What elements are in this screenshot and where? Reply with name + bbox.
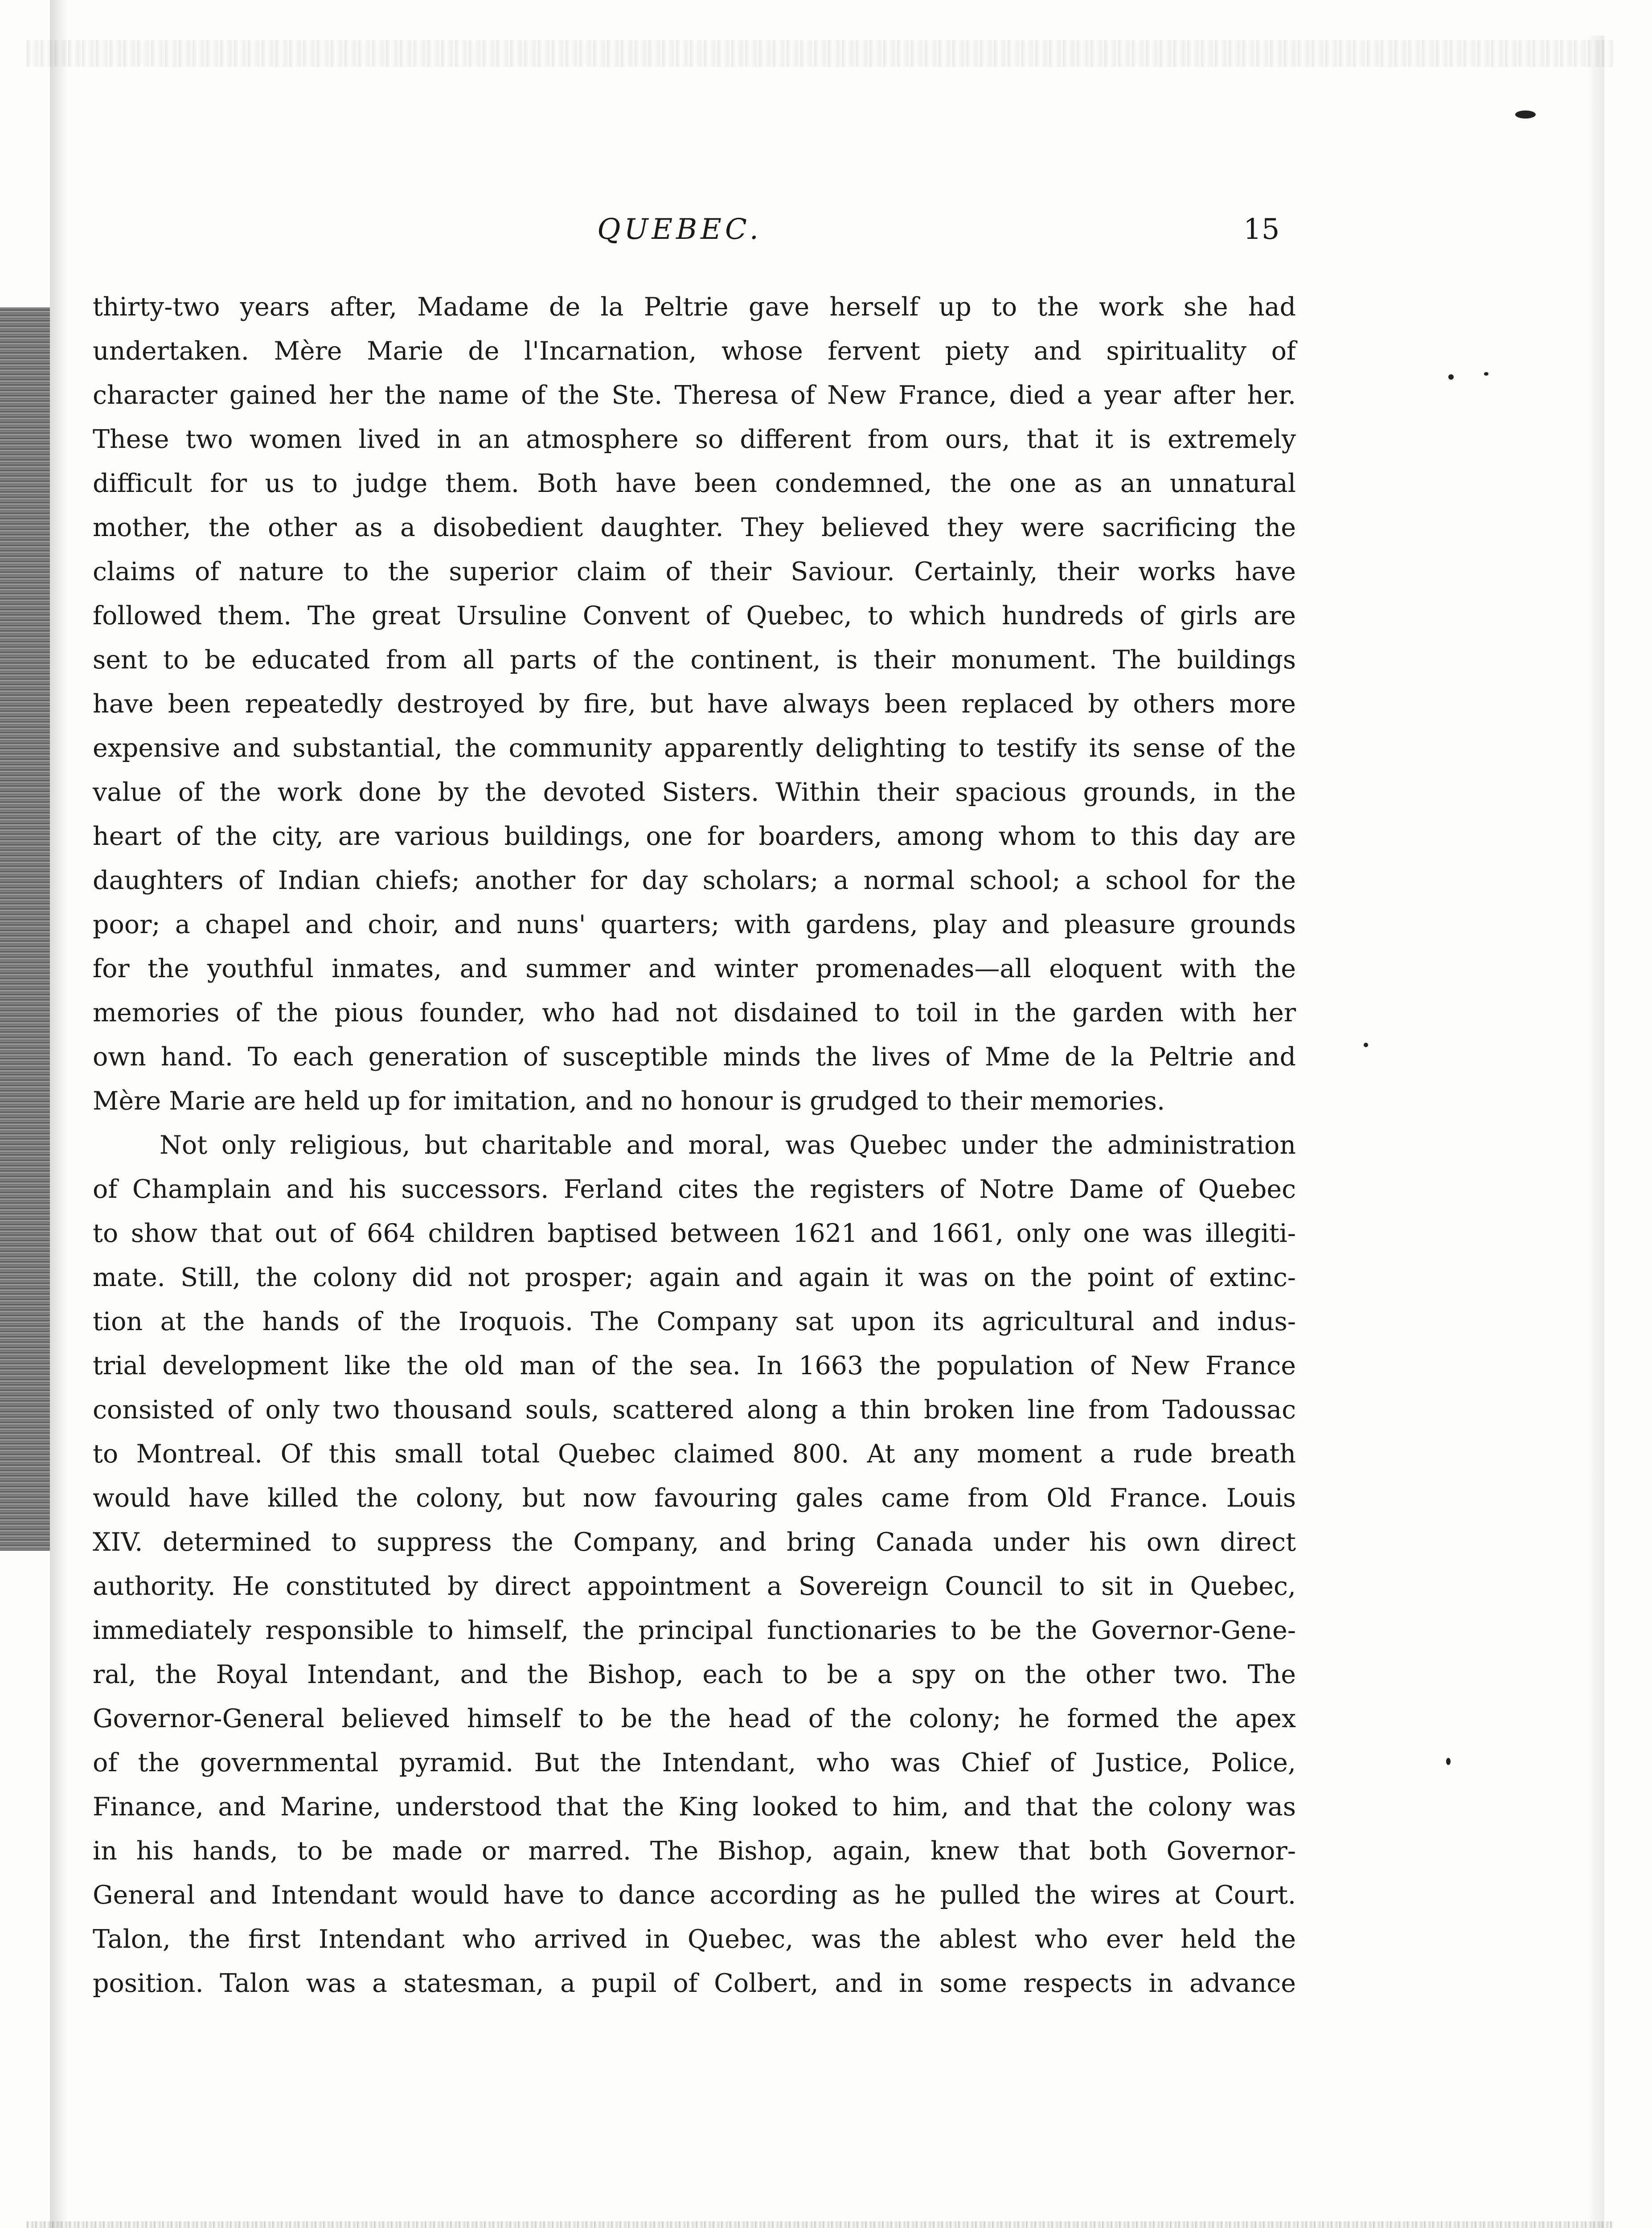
text-line: General and Intendant would have to dance according as he pulled the wires at Court. <box>93 1880 1296 1910</box>
scan-speck <box>1364 1043 1368 1047</box>
text-line: sent to be educated from all parts of the continent, is their monument. The buildings <box>93 645 1296 675</box>
text-line: to Montreal. Of this small total Quebec claimed 800. At any moment a rude breath <box>93 1439 1296 1469</box>
text-line: mate. Still, the colony did not prosper; again and again it was on the point of extinc- <box>93 1263 1296 1292</box>
text-line: consisted of only two thousand souls, scattered along a thin broken line from Tadoussac <box>93 1395 1296 1425</box>
text-line: Mère Marie are held up for imitation, and no honour is grudged to their memories. <box>93 1086 1165 1116</box>
paragraph-2 <box>93 1123 1296 2006</box>
page-number: 15 <box>1243 213 1280 246</box>
body-text <box>93 285 1296 2006</box>
text-line: Talon, the first Intendant who arrived in Quebec, was the ablest who ever held the <box>93 1925 1296 1954</box>
text-line: immediately responsible to himself, the principal functionaries to be the Governor-Gene- <box>93 1616 1296 1645</box>
text-line: mother, the other as a disobedient daughter. They believed they were sacrificing the <box>93 513 1296 542</box>
text-line: memories of the pious founder, who had not disdained to toil in the garden with her <box>93 998 1296 1028</box>
text-line: difficult for us to judge them. Both have been condemned, the one as an unnatural <box>93 469 1296 498</box>
text-line: poor; a chapel and choir, and nuns' quarters; with gardens, play and pleasure grounds <box>93 910 1296 939</box>
text-line: of Champlain and his successors. Ferland cites the registers of Notre Dame of Quebec <box>93 1175 1296 1204</box>
text-line: would have killed the colony, but now favouring gales came from Old France. Louis <box>93 1483 1296 1513</box>
text-line: Finance, and Marine, understood that the King looked to him, and that the colony was <box>93 1792 1296 1822</box>
scan-speck <box>1446 1758 1451 1765</box>
text-line: Not only religious, but charitable and moral, was Quebec under the administration <box>160 1130 1296 1160</box>
binding-shadow <box>0 307 50 1551</box>
text-line: authority. He constituted by direct appointment a Sovereign Council to sit in Quebec, <box>93 1572 1296 1601</box>
scan-right-edge <box>1586 36 1604 2228</box>
text-line: daughters of Indian chiefs; another for day scholars; a normal school; a school for the <box>93 866 1296 895</box>
text-line: ral, the Royal Intendant, and the Bishop, each to be a spy on the other two. The <box>93 1660 1296 1689</box>
scan-speck <box>1448 374 1454 380</box>
text-line: tion at the hands of the Iroquois. The Company sat upon its agricultural and indus- <box>93 1307 1296 1336</box>
text-line: thirty-two years after, Madame de la Peltrie gave herself up to the work she had <box>93 292 1296 322</box>
text-line: followed them. The great Ursuline Convent of Quebec, to which hundreds of girls are <box>93 601 1296 631</box>
text-line: position. Talon was a statesman, a pupil of Colbert, and in some respects in advance <box>93 1969 1296 1998</box>
running-head: QUEBEC. <box>597 213 762 246</box>
text-line: in his hands, to be made or marred. The Bishop, again, knew that both Governor- <box>93 1836 1296 1866</box>
scan-speck <box>1484 372 1488 376</box>
text-line: to show that out of 664 children baptised between 1621 and 1661, only one was illegiti- <box>93 1219 1296 1248</box>
paragraph-1 <box>93 285 1296 1123</box>
text-line: heart of the city, are various buildings, one for boarders, among whom to this day are <box>93 822 1296 851</box>
text-line: These two women lived in an atmosphere so different from ours, that it is extremely <box>93 425 1296 454</box>
text-line: value of the work done by the devoted Sisters. Within their spacious grounds, in the <box>93 778 1296 807</box>
text-line: of the governmental pyramid. But the Intendant, who was Chief of Justice, Police, <box>93 1748 1296 1777</box>
text-line: expensive and substantial, the community apparently delighting to testify its sense of the <box>93 733 1296 763</box>
text-line: XIV. determined to suppress the Company, and bring Canada under his own direct <box>93 1528 1296 1557</box>
text-line: character gained her the name of the Ste. Theresa of New France, died a year after her. <box>93 381 1296 410</box>
text-line: claims of nature to the superior claim of their Saviour. Certainly, their works have <box>93 557 1296 586</box>
scan-top-edge <box>27 40 1613 67</box>
text-line: undertaken. Mère Marie de l'Incarnation, whose fervent piety and spirituality of <box>93 336 1296 366</box>
text-line: for the youthful inmates, and summer and winter promenades—all eloquent with the <box>93 954 1296 983</box>
text-line: have been repeatedly destroyed by fire, but have always been replaced by others more <box>93 689 1296 719</box>
text-line: trial development like the old man of the sea. In 1663 the population of New France <box>93 1351 1296 1380</box>
scan-bottom-edge <box>27 2221 1613 2228</box>
scan-left-edge <box>50 0 68 2228</box>
scan-speck <box>1515 111 1536 119</box>
text-line: Governor-General believed himself to be the head of the colony; he formed the apex <box>93 1704 1296 1733</box>
text-line: own hand. To each generation of susceptible minds the lives of Mme de la Peltrie and <box>93 1042 1296 1072</box>
